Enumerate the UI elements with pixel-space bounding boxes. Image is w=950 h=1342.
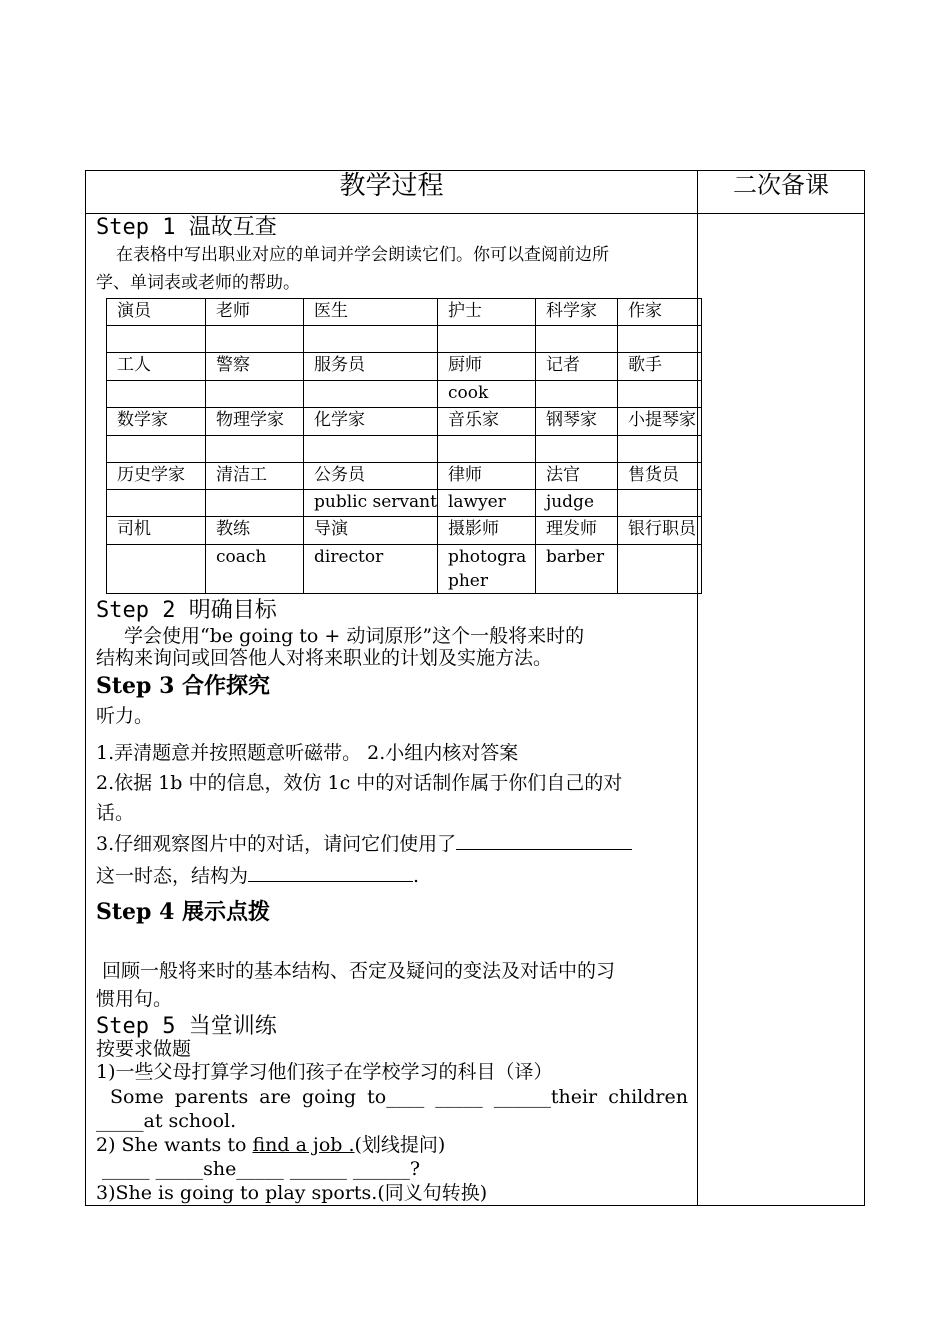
occupation-english-cell[interactable] <box>437 436 535 463</box>
occupation-chinese-cell: 医生 <box>304 299 438 326</box>
occupation-english-cell[interactable] <box>617 436 701 463</box>
occupation-chinese-cell: 歌手 <box>617 353 701 381</box>
occupation-english-cell[interactable] <box>107 545 206 594</box>
step3-item2-line2: 话。 <box>96 802 135 824</box>
question2-text: 2) She wants to <box>96 1134 253 1156</box>
occupation-chinese-cell: 数学家 <box>107 408 206 436</box>
occupation-english-cell[interactable]: director <box>304 545 438 594</box>
occupation-chinese-cell: 演员 <box>107 299 206 326</box>
occupation-chinese-cell: 作家 <box>617 299 701 326</box>
period: . <box>413 865 420 887</box>
table-row <box>107 353 702 381</box>
step4-title: Step 4 展示点拨 <box>96 899 271 925</box>
occupation-chinese-cell: 理发师 <box>535 517 617 545</box>
table-row <box>107 517 702 545</box>
question1-answer-line <box>110 1085 688 1109</box>
occupation-chinese-cell: 工人 <box>107 353 206 381</box>
word: to____ <box>367 1086 425 1108</box>
step2-line2: 结构来询问或回答他人对将来职业的计划及实施方法。 <box>96 647 553 669</box>
question2-answer-line: _____ _____she_____ ______ ______? <box>96 1158 421 1180</box>
question2 <box>96 1133 445 1157</box>
occupation-english-cell[interactable]: cook <box>437 381 535 408</box>
lesson-table <box>85 170 865 1206</box>
word: parents <box>174 1086 249 1108</box>
occupation-chinese-cell: 钢琴家 <box>535 408 617 436</box>
occupation-chinese-cell: 音乐家 <box>437 408 535 436</box>
table-row <box>107 299 702 326</box>
occupation-english-cell[interactable] <box>304 436 438 463</box>
answer-blank[interactable] <box>248 880 413 882</box>
occupation-english-cell[interactable] <box>206 326 304 353</box>
step1-instruction-line2: 学、单词表或老师的帮助。 <box>96 273 300 293</box>
occupation-english-cell[interactable] <box>304 326 438 353</box>
word: children <box>608 1086 688 1108</box>
occupation-english-cell[interactable] <box>206 490 304 517</box>
occupation-english-cell[interactable] <box>617 490 701 517</box>
occupation-chinese-cell: 律师 <box>437 463 535 490</box>
occupation-chinese-cell: 摄影师 <box>437 517 535 545</box>
question1-answer-line2: _____at school. <box>96 1110 237 1132</box>
occupation-chinese-cell: 银行职员 <box>617 517 701 545</box>
table-row <box>107 381 702 408</box>
step3-title: Step 3 合作探究 <box>96 673 271 699</box>
occupation-table <box>106 298 702 594</box>
step1-title: Step 1 温故互查 <box>96 215 277 240</box>
occupation-chinese-cell: 教练 <box>206 517 304 545</box>
occupation-english-cell[interactable] <box>617 545 701 594</box>
occupation-chinese-cell: 护士 <box>437 299 535 326</box>
occupation-english-cell[interactable] <box>107 326 206 353</box>
occupation-english-cell[interactable]: coach <box>206 545 304 594</box>
step5-title: Step 5 当堂训练 <box>96 1014 277 1039</box>
occupation-chinese-cell: 导演 <box>304 517 438 545</box>
occupation-chinese-cell: 历史学家 <box>107 463 206 490</box>
occupation-chinese-cell: 记者 <box>535 353 617 381</box>
occupation-chinese-cell: 公务员 <box>304 463 438 490</box>
table-row <box>107 545 702 594</box>
question3: 3)She is going to play sports.(同义句转换) <box>96 1182 488 1204</box>
occupation-english-cell[interactable]: lawyer <box>437 490 535 517</box>
step3-item2-line1: 2.依据 1b 中的信息，效仿 1c 中的对话制作属于你们自己的对 <box>96 772 623 794</box>
occupation-chinese-cell: 服务员 <box>304 353 438 381</box>
occupation-english-cell[interactable] <box>304 381 438 408</box>
occupation-english-cell[interactable] <box>617 381 701 408</box>
occupation-english-cell[interactable]: judge <box>535 490 617 517</box>
step2-line1: 学会使用“be going to + 动词原形”这个一般将来时的 <box>124 625 585 647</box>
occupation-chinese-cell: 化学家 <box>304 408 438 436</box>
step3-item3-line2: 这一时态，结构为 <box>96 865 249 887</box>
occupation-chinese-cell: 清洁工 <box>206 463 304 490</box>
step4-line2: 惯用句。 <box>96 988 173 1010</box>
occupation-english-cell[interactable] <box>206 436 304 463</box>
word: going <box>302 1086 357 1108</box>
word: are <box>259 1086 291 1108</box>
occupation-chinese-cell: 售货员 <box>617 463 701 490</box>
step3-item1: 1.弄清题意并按照题意听磁带。 2.小组内核对答案 <box>96 742 519 764</box>
step4-line1: 回顾一般将来时的基本结构、否定及疑问的变法及对话中的习 <box>102 960 616 982</box>
occupation-english-cell[interactable] <box>535 326 617 353</box>
table-row <box>107 436 702 463</box>
answer-blank[interactable] <box>456 848 632 850</box>
step1-instruction-line1: 在表格中写出职业对应的单词并学会朗读它们。你可以查阅前边所 <box>116 245 609 265</box>
occupation-english-cell[interactable] <box>617 326 701 353</box>
occupation-english-cell[interactable] <box>107 381 206 408</box>
occupation-chinese-cell: 小提琴家 <box>617 408 701 436</box>
question1-prompt: 1)一些父母打算学习他们孩子在学校学习的科目（译） <box>96 1061 553 1083</box>
word: ______their <box>493 1086 598 1108</box>
occupation-english-cell[interactable] <box>437 326 535 353</box>
occupation-chinese-cell: 物理学家 <box>206 408 304 436</box>
table-row <box>107 326 702 353</box>
step3-intro: 听力。 <box>96 705 154 727</box>
step5-intro: 按要求做题 <box>96 1038 192 1060</box>
occupation-chinese-cell: 司机 <box>107 517 206 545</box>
occupation-english-cell[interactable]: public servant <box>304 490 438 517</box>
table-row <box>107 463 702 490</box>
occupation-english-cell[interactable]: photographer <box>437 545 535 594</box>
question2-instruction: (划线提问) <box>354 1134 446 1156</box>
word: _____ <box>435 1086 483 1108</box>
occupation-english-cell[interactable] <box>535 436 617 463</box>
step3-item3-line1-wrap <box>96 831 632 857</box>
occupation-english-cell[interactable] <box>107 490 206 517</box>
occupation-english-cell[interactable] <box>535 381 617 408</box>
occupation-english-cell[interactable]: barber <box>535 545 617 594</box>
table-row <box>107 408 702 436</box>
header-teaching-process: 教学过程 <box>339 171 444 201</box>
occupation-chinese-cell: 老师 <box>206 299 304 326</box>
occupation-chinese-cell: 科学家 <box>535 299 617 326</box>
header-second-preparation: 二次备课 <box>733 171 829 199</box>
step3-item3-line1: 3.仔细观察图片中的对话，请问它们使用了 <box>96 833 457 855</box>
question2-underlined: find a job . <box>252 1134 355 1156</box>
table-row <box>107 490 702 517</box>
occupation-chinese-cell: 厨师 <box>437 353 535 381</box>
occupation-chinese-cell: 法官 <box>535 463 617 490</box>
occupation-english-cell[interactable] <box>206 381 304 408</box>
step2-title: Step 2 明确目标 <box>96 598 277 623</box>
word: Some <box>110 1086 164 1108</box>
step3-item3-line2-wrap <box>96 863 419 889</box>
occupation-chinese-cell: 警察 <box>206 353 304 381</box>
occupation-english-cell[interactable] <box>107 436 206 463</box>
